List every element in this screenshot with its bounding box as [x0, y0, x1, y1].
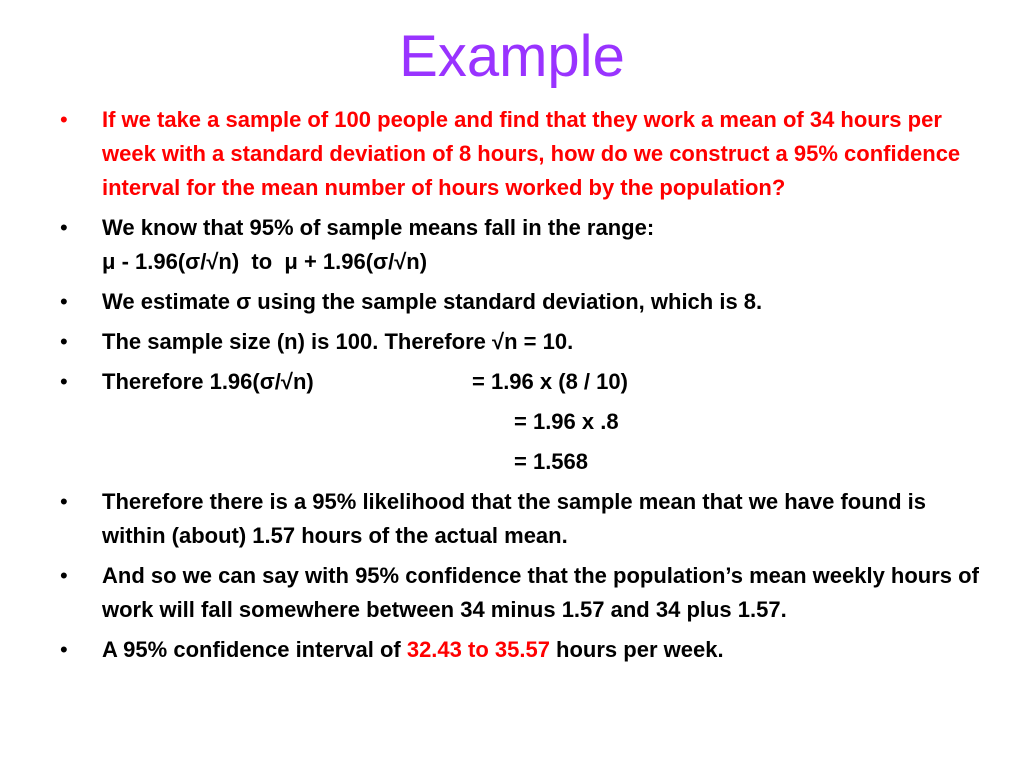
- bullet-item-question: [60, 103, 990, 205]
- bullet-dot: •: [60, 289, 68, 314]
- bullet-dot: •: [60, 563, 68, 588]
- bullet-item-conclusion: [60, 559, 990, 627]
- bullet-dot: •: [60, 489, 68, 514]
- bullet-text: We know that 95% of sample means fall in the range:: [102, 215, 655, 240]
- bullet-item-estimate: [60, 285, 990, 319]
- bullet-item-interval: [60, 633, 990, 667]
- bullet-item-likelihood: [60, 485, 990, 553]
- bullet-dot: •: [60, 637, 68, 662]
- bullet-text: If we take a sample of 100 people and find that they work a mean of 34 hours per week with a standard deviation of 8 hours, how do we construct a 95% confidence interval for the mean number of hours worked by the population?: [102, 107, 961, 200]
- bullet-dot: •: [60, 107, 68, 132]
- range-formula: μ - 1.96(σ/√n) to μ + 1.96(σ/√n): [102, 249, 428, 274]
- calc-continuation: [60, 445, 990, 479]
- slide-title: Example: [399, 24, 625, 89]
- bullet-dot: •: [60, 369, 68, 394]
- calc-step-3: = 1.568: [514, 449, 589, 474]
- bullet-item-calculation: [60, 365, 990, 399]
- bullet-dot: •: [60, 329, 68, 354]
- calc-row-1: [102, 365, 990, 399]
- calc-step-1: = 1.96 x (8 / 10): [472, 369, 628, 394]
- bullet-item-range: [60, 211, 990, 279]
- bullet-text: We estimate σ using the sample standard deviation, which is 8.: [102, 289, 763, 314]
- bullet-list: [60, 103, 990, 673]
- calc-label: Therefore 1.96(σ/√n): [102, 369, 314, 394]
- bullet-text: And so we can say with 95% confidence that the population’s mean weekly hours of work will fall somewhere between 34 minus 1.57 and 34 plus 1.57.: [102, 563, 979, 622]
- bullet-text-suffix: hours per week.: [549, 637, 724, 662]
- bullet-text-prefix: A 95% confidence interval of: [102, 637, 407, 662]
- bullet-item-sample-size: [60, 325, 990, 359]
- bullet-text: Therefore there is a 95% likelihood that the sample mean that we have found is within (about) 1.57 hours of the actual mean.: [102, 489, 926, 548]
- calc-continuation: [60, 405, 990, 439]
- calc-step-2: = 1.96 x .8: [514, 409, 619, 434]
- bullet-dot: •: [60, 215, 68, 240]
- bullet-text: The sample size (n) is 100. Therefore √n = 10.: [102, 329, 574, 354]
- interval-highlight: 32.43 to 35.57: [406, 637, 550, 662]
